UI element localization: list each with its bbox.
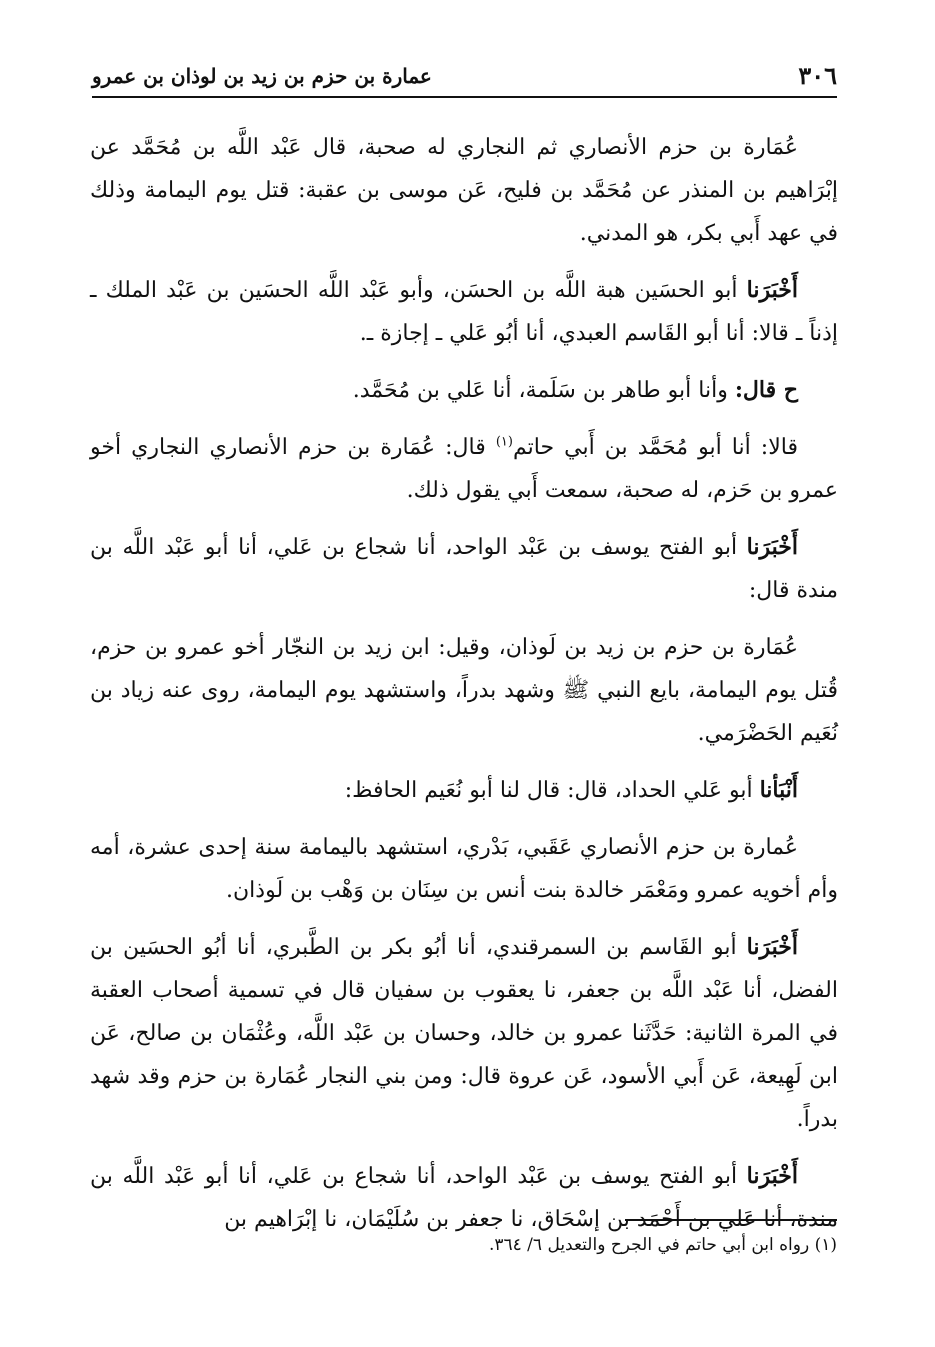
paragraph-text: عُمارة بن حزم الأنصاري عَقَبي، بَدْري، استشهد باليمامة سنة إحدى عشرة، أمه وأم أخويه عمرو ومَعْمَر خالدة بنت أنس بن سِنَان بن وَهْب بن لَوذان. bbox=[90, 835, 838, 903]
paragraph-lead: أَخْبَرَنا bbox=[746, 534, 798, 560]
paragraph bbox=[90, 769, 838, 812]
paragraph bbox=[90, 526, 838, 612]
paragraph-lead: أَخْبَرَنا bbox=[746, 277, 798, 303]
paragraph-text: وأنا أبو طاهر بن سَلَمة، أنا عَلي بن مُحَمَّد. bbox=[352, 378, 735, 403]
running-head: عمارة بن حزم بن زيد بن لوذان بن عمرو bbox=[92, 64, 432, 88]
paragraph-text: أبو الحسَين هبة اللَّه بن الحسَن، وأبو عَبْد اللَّه الحسَين بن عَبْد الملك ـ إذناً ـ قالا: أنا أبو القَاسم العبدي، أنا أبُو عَلي ـ إجازة ـ. bbox=[90, 278, 838, 346]
footnote-text: رواه ابن أبي حاتم في الجرح والتعديل ٦/ ٣٦٤. bbox=[488, 1235, 815, 1255]
paragraph bbox=[90, 626, 838, 755]
paragraph-text: أبو الفتح يوسف بن عَبْد الواحد، أنا شجاع بن عَلي، أنا أبو عَبْد اللَّه بن مندة، أنا عَلي بن أَحْمَد بن إسْحَاق، نا جعفر بن سُلَيْمَان، نا إبْرَاهيم بن bbox=[90, 1164, 838, 1232]
paragraph-text: قال: عُمَارة بن حزم الأنصاري النجاري أخو عمرو بن حَزم، له صحبة، سمعت أَبي يقول ذلك. bbox=[90, 435, 838, 503]
paragraph bbox=[90, 126, 838, 255]
body-text bbox=[90, 126, 838, 1255]
paragraph-lead: ح قال: bbox=[734, 377, 798, 403]
paragraph bbox=[90, 926, 838, 1141]
paragraph bbox=[90, 1155, 838, 1241]
paragraph-text: قالا: أنا أبو مُحَمَّد بن أَبي حاتم bbox=[512, 435, 798, 460]
paragraph-lead: أَخْبَرَنا bbox=[746, 934, 798, 960]
paragraph-lead: أَخْبَرَنا bbox=[746, 1163, 798, 1189]
paragraph-lead: أَنْبَأنا bbox=[759, 777, 798, 803]
paragraph bbox=[90, 426, 838, 512]
paragraph-text: أبو القَاسم بن السمرقندي، أنا أبُو بكر بن الطَّبري، أنا أبُو الحسَين بن الفضل، أنا عَبْد اللَّه بن جعفر، نا يعقوب بن سفيان قال في تسمية أصحاب العقبة في المرة الثانية: حَدَّثَنا عمرو بن خالد، وحسان بن عَبْد اللَّه، وعُثْمَان بن صالح، عَن ابن لَهِيعة، عَن أَبي الأسود، عَن عروة قال: ومن بني النجار عُمَارة بن حزم وقد شهد بدراً. bbox=[90, 935, 838, 1132]
paragraph bbox=[90, 269, 838, 355]
footnote-number: (١) bbox=[814, 1235, 837, 1255]
paragraph bbox=[90, 369, 838, 412]
paragraph-text: أبو عَلي الحداد، قال: قال لنا أبو نُعَيم الحافظ: bbox=[344, 778, 760, 803]
page-number: ٣٠٦ bbox=[798, 61, 837, 90]
paragraph-text: عُمَارة بن حزم الأنصاري ثم النجاري له صحبة، قال عَبْد اللَّه بن مُحَمَّد عن إبْرَاهيم بن المنذر عن مُحَمَّد بن فليح، عَن موسى بن عقبة: قتل يوم اليمامة وذلك في عهد أَبي بكر، هو المدني. bbox=[90, 135, 838, 246]
page-header bbox=[92, 58, 837, 98]
footnote-divider bbox=[625, 1219, 837, 1221]
footnote-marker: (١) bbox=[495, 434, 513, 450]
paragraph-text: عُمَارة بن حزم بن زيد بن لَوذان، وقيل: ابن زيد بن النجّار أخو عمرو بن حزم، قُتل يوم اليمامة، بايع النبي ﷺ وشهد بدراً، واستشهد يوم اليمامة، روى عنه زياد بن نُعَيم الحَضْرَمي. bbox=[90, 635, 838, 746]
footnote bbox=[92, 1232, 837, 1258]
paragraph-text: أبو الفتح يوسف بن عَبْد الواحد، أنا شجاع بن عَلي، أنا أبو عَبْد اللَّه بن مندة قال: bbox=[90, 535, 838, 603]
paragraph bbox=[90, 826, 838, 912]
